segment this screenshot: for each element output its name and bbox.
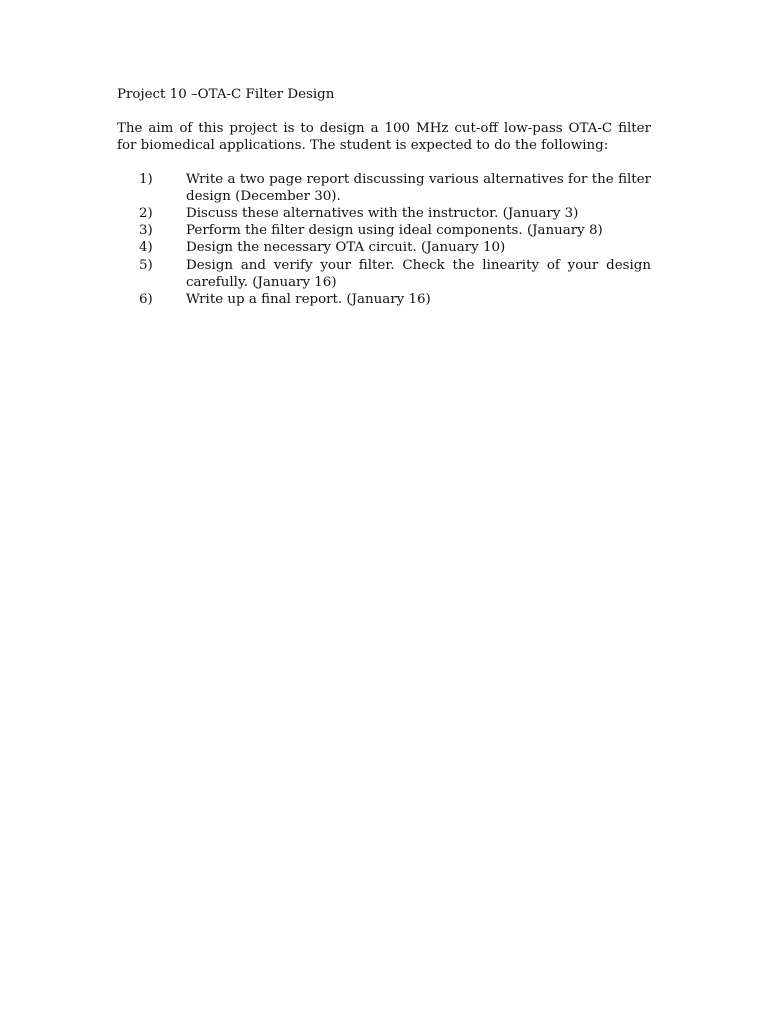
list-item-number: 4) [139, 240, 153, 256]
list-item [117, 239, 651, 256]
list-item-number: 3) [139, 223, 153, 239]
list-item-number: 5) [139, 257, 153, 273]
list-item-text: Perform the filter design using ideal components. (January 8) [186, 223, 603, 239]
list-item-text: Write up a final report. (January 16) [186, 292, 431, 308]
list-item-text: Write a two page report discussing various alternatives for the filter design (December 30). [186, 171, 651, 204]
list-item [117, 205, 651, 222]
list-item-number: 2) [139, 206, 153, 222]
list-item-text: Design the necessary OTA circuit. (January 10) [186, 240, 506, 256]
list-item-number: 1) [139, 171, 153, 187]
task-list [117, 171, 651, 309]
intro-paragraph: The aim of this project is to design a 100 MHz cut-off low-pass OTA-C filter for biomedical applications. The student is expected to do the following: [117, 121, 651, 154]
list-item-number: 6) [139, 292, 153, 308]
list-item [117, 291, 651, 308]
list-item-text: Design and verify your filter. Check the linearity of your design carefully. (January 16) [186, 257, 651, 290]
list-item [117, 222, 651, 239]
list-item [117, 171, 651, 205]
list-item-text: Discuss these alternatives with the instructor. (January 3) [186, 206, 579, 222]
document-title: Project 10 –OTA-C Filter Design [117, 87, 335, 102]
document-page [117, 86, 651, 308]
list-item [117, 257, 651, 291]
